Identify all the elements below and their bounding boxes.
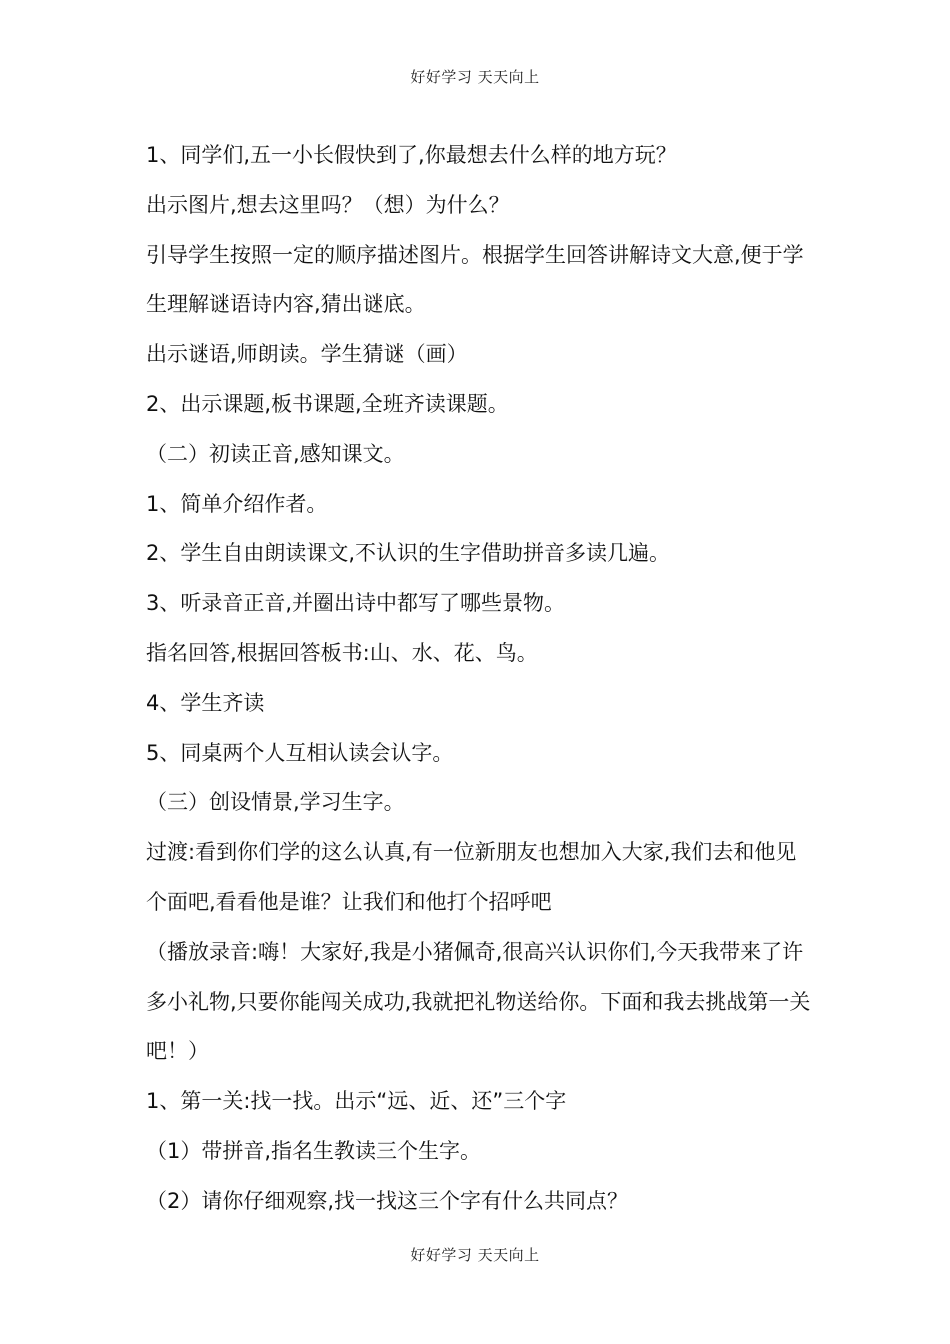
paragraph-5: 2、出示课题,板书课题,全班齐读课题。 [146, 391, 509, 416]
paragraph-15: （播放录音:嗨！大家好,我是小猪佩奇,很高兴认识你们,今天我带来了许多小礼物,只要你能闯关成功,我就把礼物送给你。下面和我去挑战第一关吧！） [146, 939, 811, 1064]
paragraph-16: 1、第一关:找一找。出示“远、近、还”三个字 [146, 1089, 567, 1114]
document-body [146, 131, 816, 1227]
paragraph-17: （1）带拼音,指名生教读三个生字。 [146, 1138, 482, 1163]
paragraph-10: 指名回答,根据回答板书:山、水、花、鸟。 [146, 640, 538, 665]
section-heading-2: （二）初读正音,感知课文。 [146, 441, 405, 466]
paragraph-14: 过渡:看到你们学的这么认真,有一位新朋友也想加入大家,我们去和他见个面吧,看看他是谁？让我们和他打个招呼吧 [146, 840, 797, 914]
page-footer: 好好学习 天天向上 [410, 1246, 540, 1264]
paragraph-7: 1、简单介绍作者。 [146, 491, 328, 516]
page-header: 好好学习 天天向上 [410, 68, 540, 86]
paragraph-8: 2、学生自由朗读课文,不认识的生字借助拼音多读几遍。 [146, 541, 671, 566]
paragraph-12: 5、同桌两个人互相认读会认字。 [146, 740, 454, 765]
section-heading-3: （三）创设情景,学习生字。 [146, 790, 405, 815]
paragraph-9: 3、听录音正音,并圈出诗中都写了哪些景物。 [146, 591, 566, 616]
paragraph-2: 出示图片,想去这里吗？（想）为什么？ [146, 192, 510, 217]
paragraph-1: 1、同学们,五一小长假快到了,你最想去什么样的地方玩？ [146, 143, 677, 167]
paragraph-4: 出示谜语,师朗读。学生猜谜（画） [146, 342, 468, 367]
paragraph-11: 4、学生齐读 [146, 690, 265, 715]
paragraph-3: 引导学生按照一定的顺序描述图片。根据学生回答讲解诗文大意,便于学生理解谜语诗内容,猜出谜底。 [146, 242, 804, 317]
paragraph-18: （2）请你仔细观察,找一找这三个字有什么共同点？ [146, 1188, 629, 1213]
